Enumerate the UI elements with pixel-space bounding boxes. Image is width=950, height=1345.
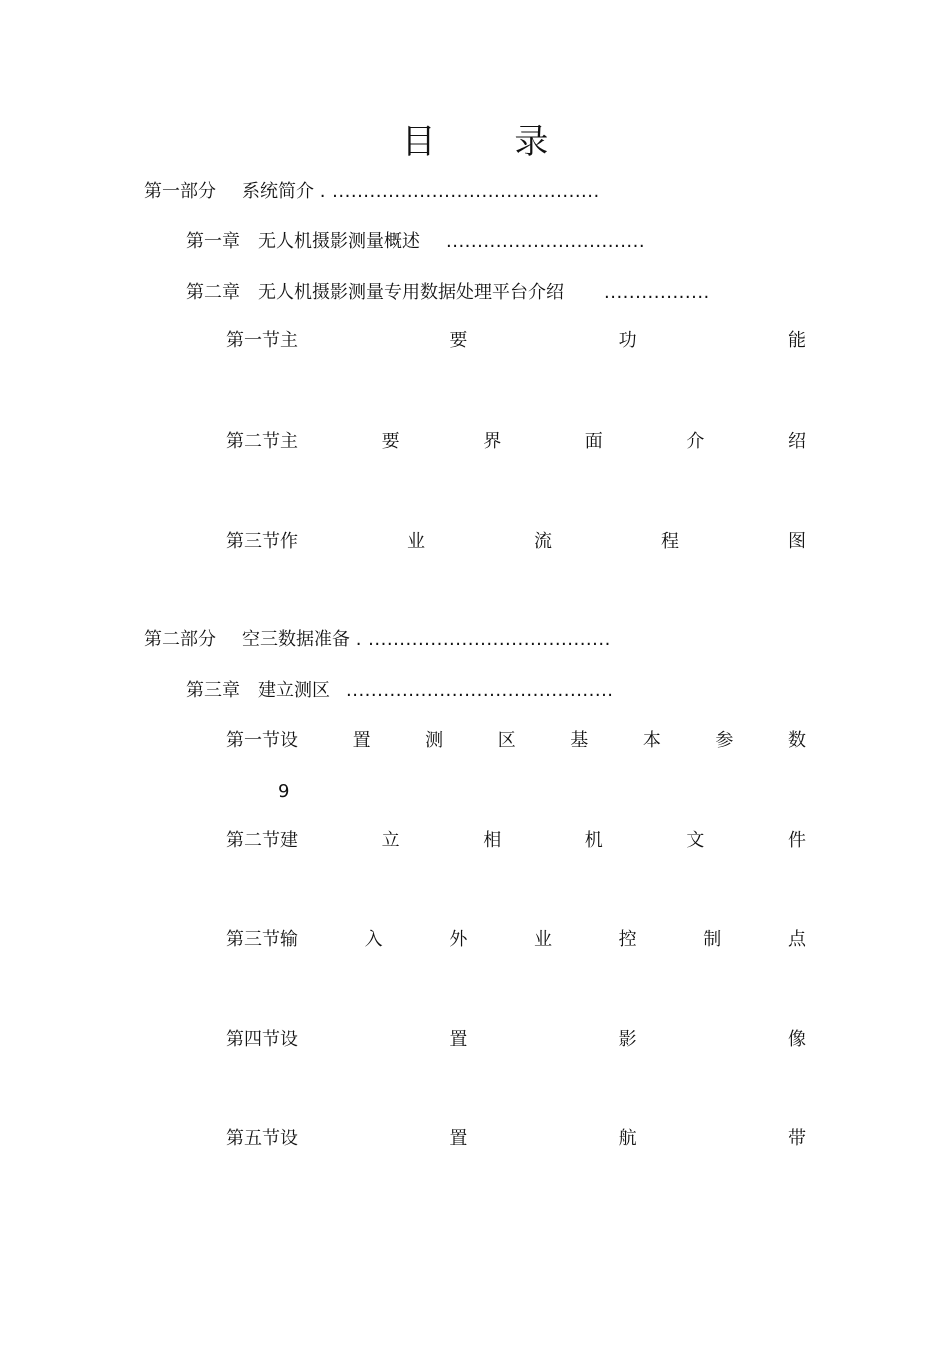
- toc-section-char: 要: [381, 431, 400, 452]
- toc-section-2-1[interactable]: [226, 329, 806, 353]
- toc-leader-dots: .................: [604, 282, 710, 303]
- toc-section-char: 机: [584, 830, 603, 851]
- toc-section-char: 第一节主: [226, 330, 298, 351]
- toc-section-char: 业: [407, 531, 425, 552]
- toc-chapter-2[interactable]: [186, 281, 710, 305]
- page-title: 目 录: [401, 122, 583, 162]
- toc-page-number: 9: [278, 781, 290, 802]
- toc-section-char: 业: [533, 929, 552, 950]
- toc-section-char: 功: [618, 330, 637, 351]
- toc-section-char: 第一节设: [226, 730, 298, 751]
- toc-section-3-2[interactable]: [226, 829, 806, 853]
- toc-section-char: 第三节输: [226, 929, 298, 950]
- toc-section-char: 区: [497, 730, 516, 751]
- toc-section-char: 能: [787, 330, 806, 351]
- toc-section-char: 点: [787, 929, 806, 950]
- toc-section-char: 本: [642, 730, 661, 751]
- toc-chapter-1[interactable]: [186, 230, 645, 254]
- toc-section-char: 第二节主: [226, 431, 298, 452]
- toc-section-char: 件: [787, 830, 806, 851]
- toc-part-title: 系统简介: [242, 181, 314, 202]
- toc-section-char: 界: [483, 431, 502, 452]
- toc-section-char: 绍: [787, 431, 806, 452]
- toc-section-char: 文: [686, 830, 705, 851]
- toc-section-3-1[interactable]: [226, 729, 806, 753]
- toc-leader-dots: ................................: [446, 231, 646, 252]
- toc-section-char: 带: [787, 1128, 806, 1149]
- toc-section-char: 置: [449, 1128, 468, 1149]
- toc-leader-dots: . ...........................................: [319, 181, 600, 202]
- toc-part-label: 第二部分: [144, 629, 216, 650]
- toc-section-char: 影: [618, 1029, 637, 1050]
- toc-section-char: 基: [570, 730, 589, 751]
- toc-section-char: 相: [483, 830, 502, 851]
- toc-section-3-5[interactable]: [226, 1127, 806, 1151]
- toc-part-1[interactable]: [144, 180, 600, 204]
- toc-section-char: 程: [661, 531, 679, 552]
- toc-leader-dots: ...........................................: [346, 680, 614, 701]
- toc-section-char: 介: [686, 431, 705, 452]
- toc-section-char: 第五节设: [226, 1128, 298, 1149]
- toc-chapter-title: 无人机摄影测量专用数据处理平台介绍: [258, 282, 564, 303]
- toc-section-char: 参: [715, 730, 734, 751]
- toc-section-3-3[interactable]: [226, 928, 806, 952]
- toc-section-char: 第三节作: [226, 531, 298, 552]
- toc-section-2-2[interactable]: [226, 430, 806, 454]
- toc-chapter-label: 第一章: [186, 231, 240, 252]
- toc-section-char: 航: [618, 1128, 637, 1149]
- toc-section-char: 制: [703, 929, 722, 950]
- toc-section-char: 第四节设: [226, 1029, 298, 1050]
- toc-section-char: 第二节建: [226, 830, 298, 851]
- toc-section-char: 控: [618, 929, 637, 950]
- toc-chapter-3[interactable]: [186, 679, 614, 703]
- toc-section-char: 外: [449, 929, 468, 950]
- toc-part-2[interactable]: [144, 628, 611, 652]
- toc-chapter-label: 第二章: [186, 282, 240, 303]
- toc-section-3-4[interactable]: [226, 1028, 806, 1052]
- toc-section-char: 测: [425, 730, 444, 751]
- toc-section-char: 立: [381, 830, 400, 851]
- toc-section-char: 要: [449, 330, 468, 351]
- toc-chapter-title: 建立测区: [258, 680, 330, 701]
- toc-chapter-title: 无人机摄影测量概述: [258, 231, 420, 252]
- toc-part-label: 第一部分: [144, 181, 216, 202]
- toc-section-char: 像: [787, 1029, 806, 1050]
- toc-section-char: 置: [352, 730, 371, 751]
- toc-chapter-label: 第三章: [186, 680, 240, 701]
- toc-part-title: 空三数据准备: [242, 629, 350, 650]
- toc-section-char: 流: [534, 531, 552, 552]
- toc-section-char: 图: [788, 531, 806, 552]
- toc-section-char: 数: [787, 730, 806, 751]
- toc-section-char: 置: [449, 1029, 468, 1050]
- toc-leader-dots: . .......................................: [355, 629, 611, 650]
- toc-section-char: 面: [584, 431, 603, 452]
- toc-section-2-3[interactable]: [226, 530, 806, 554]
- toc-section-char: 入: [364, 929, 383, 950]
